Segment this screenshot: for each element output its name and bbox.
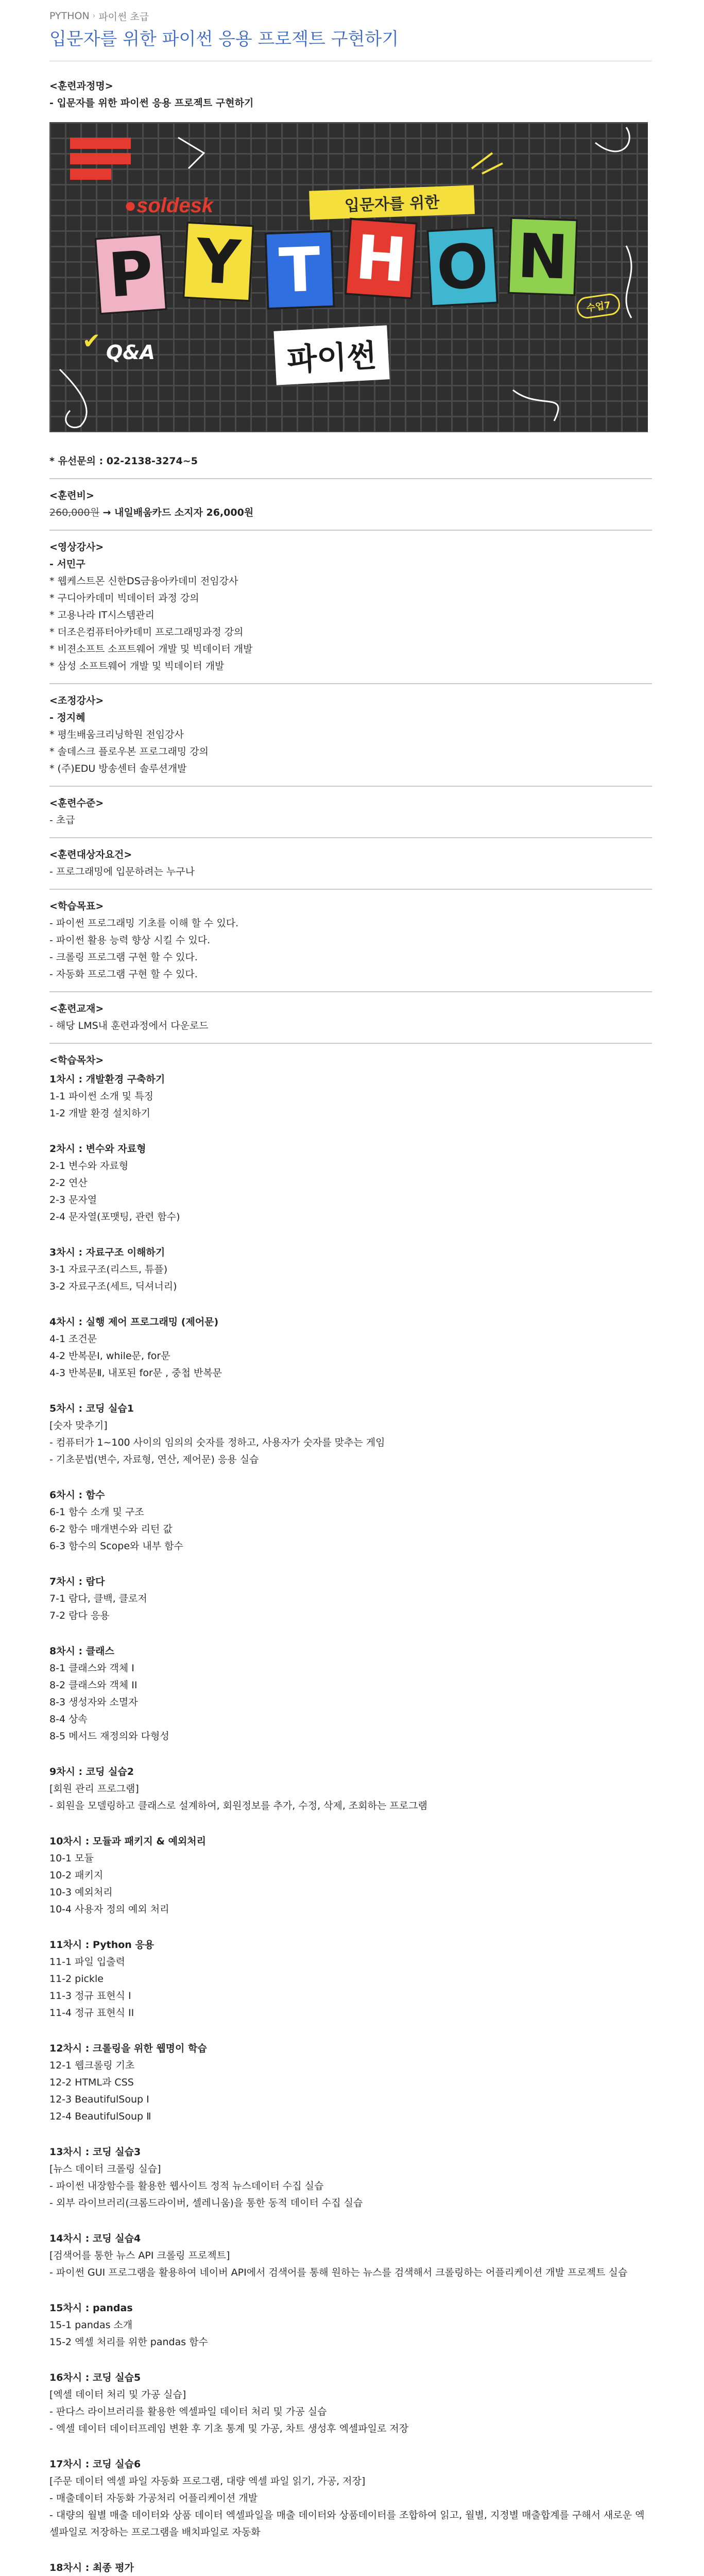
soldesk-logo: ●soldesk	[124, 194, 214, 217]
unit-item: 10-4 사용자 정의 예외 처리	[49, 1904, 169, 1915]
unit-item: 11-2 pickle	[49, 1973, 104, 1985]
career-line: * (주)EDU 방송센터 솔루션개발	[49, 763, 187, 774]
unit-item: 12-3 BeautifulSoup Ⅰ	[49, 2094, 149, 2105]
career-line: * 더조은컴퓨터아카데미 프로그래밍과정 강의	[49, 626, 244, 638]
unit-item: 8-1 클래스와 객체 I	[49, 1663, 134, 1674]
unit-item: - 컴퓨터가 1~100 사이의 임의의 숫자를 정하고, 사용자가 숫자를 맞추는 게임	[49, 1437, 385, 1448]
section-heading: <훈련수준>	[49, 798, 104, 809]
section-heading: <영상강사>	[49, 541, 104, 553]
unit-item: 11-4 정규 표현식 II	[49, 2007, 134, 2019]
qa-label: Q&A	[106, 341, 155, 364]
unit-item: 11-1 파일 입출력	[49, 1956, 125, 1968]
curriculum-unit	[49, 1833, 652, 1918]
new-price: → 내일배움카드 소지자 26,000원	[99, 507, 254, 518]
career-line: * 삼성 소프트웨어 개발 및 빅데이터 개발	[49, 660, 225, 672]
chevron-right-icon: ›	[92, 12, 96, 20]
unit-heading: 2차시 : 변수와 자료형	[49, 1143, 146, 1155]
unit-heading: 1차시 : 개발환경 구축하기	[49, 1074, 165, 1085]
inquiry-phone: * 유선문의 : 02-2138-3274~5	[49, 455, 198, 467]
unit-item: 15-1 pandas 소개	[49, 2319, 133, 2331]
goal-line: - 파이썬 활용 능력 향상 시킬 수 있다.	[49, 935, 211, 946]
goal-line: - 크롤링 프로그램 구현 할 수 있다.	[49, 952, 198, 963]
breadcrumb	[49, 9, 652, 23]
unit-heading: 8차시 : 클래스	[49, 1646, 114, 1657]
unit-heading: 9차시 : 코딩 실습2	[49, 1766, 134, 1777]
unit-item: 11-3 정규 표현식 I	[49, 1990, 131, 2002]
divider	[49, 889, 652, 890]
curriculum-unit	[49, 2560, 652, 2576]
unit-item: 10-3 예외처리	[49, 1887, 113, 1898]
curriculum-unit	[49, 1244, 652, 1295]
unit-item: [뉴스 데이터 크롤링 실습]	[49, 2163, 161, 2175]
unit-item: 10-2 패키지	[49, 1870, 104, 1881]
curriculum-unit	[49, 1400, 652, 1468]
unit-item: - 매출데이터 자동화 가공처리 어플리케이션 개발	[49, 2493, 258, 2504]
unit-item: 8-5 메서드 재정의와 다형성	[49, 1731, 169, 1742]
unit-heading: 3차시 : 자료구조 이해하기	[49, 1247, 165, 1258]
python-letter-tile: T	[264, 230, 335, 310]
python-letter-tile: N	[507, 217, 578, 297]
career-line: * 비젼소프트 소프트웨어 개발 및 빅데이터 개발	[49, 643, 253, 655]
unit-item: 8-2 클래스와 객체 II	[49, 1680, 138, 1691]
curriculum-unit	[49, 2300, 652, 2351]
instructor-career-list	[49, 573, 652, 675]
target-value: - 프로그래밍에 입문하려는 누구나	[49, 866, 195, 877]
level-section	[49, 795, 652, 829]
content	[49, 0, 652, 2576]
python-letter-tile: P	[94, 233, 167, 315]
breadcrumb-current-link[interactable]: 파이썬 초급	[98, 11, 149, 23]
instructor-name: - 서민구	[49, 558, 85, 570]
unit-item: 6-3 함수의 Scope와 내부 함수	[49, 1540, 183, 1552]
section-heading: <학습목차>	[49, 1055, 104, 1066]
divider	[49, 683, 652, 684]
unit-item: 10-1 모듈	[49, 1853, 94, 1864]
unit-item: [검색어를 통한 뉴스 API 크롤링 프로젝트]	[49, 2250, 230, 2261]
unit-item: 6-2 함수 매개변수와 리턴 값	[49, 1523, 173, 1535]
unit-heading: 10차시 : 모듈과 패키지 & 예외처리	[49, 1836, 206, 1847]
section-heading: <훈련대상자요건>	[49, 849, 132, 860]
unit-item: 3-2 자료구조(세트, 딕셔너리)	[49, 1281, 177, 1292]
divider	[49, 478, 652, 479]
unit-item: 2-3 문자열	[49, 1194, 97, 1206]
section-heading: <훈련비>	[49, 490, 94, 501]
curriculum-list	[49, 1071, 652, 2576]
tutor-section	[49, 692, 652, 777]
unit-heading: 13차시 : 코딩 실습3	[49, 2146, 141, 2158]
goals-section	[49, 898, 652, 983]
unit-item: 2-2 연산	[49, 1177, 88, 1189]
tutor-career-list	[49, 726, 652, 777]
divider	[49, 837, 652, 838]
unit-item: - 외부 라이브러리(크롬드라이버, 셀레니움)을 통한 동적 데이터 수집 실습	[49, 2197, 363, 2209]
unit-item: 12-1 웹크롤링 기초	[49, 2060, 135, 2071]
unit-item: 4-1 조건문	[49, 1333, 97, 1345]
section-heading: <학습목표>	[49, 901, 104, 912]
curriculum-unit	[49, 2040, 652, 2125]
textbook-section	[49, 1001, 652, 1035]
tutor-name: - 정지혜	[49, 712, 85, 723]
inquiry-section	[49, 453, 652, 470]
old-price: 260,000원	[49, 507, 99, 518]
curriculum-unit	[49, 2456, 652, 2541]
career-line: * 솔데스크 플로우본 프로그래밍 강의	[49, 746, 209, 757]
round-badge: 수업7	[575, 292, 621, 319]
goal-line: - 자동화 프로그램 구현 할 수 있다.	[49, 969, 198, 980]
fee-line	[49, 504, 652, 521]
breadcrumb-home-link[interactable]: PYTHON	[49, 10, 90, 22]
python-letter-tile: O	[426, 227, 499, 308]
unit-heading: 11차시 : Python 응용	[49, 1939, 154, 1951]
decor-bar	[70, 168, 111, 180]
banner-subtitle: 파이썬	[273, 325, 389, 385]
curriculum-unit	[49, 1573, 652, 1624]
unit-item: [엑셀 데이터 처리 및 가공 실습]	[49, 2389, 186, 2400]
unit-heading: 16차시 : 코딩 실습5	[49, 2372, 141, 2383]
unit-heading: 6차시 : 함수	[49, 1489, 105, 1501]
unit-item: 1-1 파이썬 소개 및 특징	[49, 1091, 154, 1102]
curriculum-unit	[49, 2144, 652, 2212]
curriculum-unit	[49, 1071, 652, 1122]
course-banner-image	[49, 122, 648, 432]
unit-heading: 5차시 : 코딩 실습1	[49, 1403, 134, 1414]
unit-heading: 4차시 : 실행 제어 프로그래밍 (제어문)	[49, 1316, 219, 1328]
unit-item: - 기초문법(변수, 자료형, 연산, 제어문) 응용 실습	[49, 1454, 259, 1465]
divider	[49, 1043, 652, 1044]
unit-item: [숫자 맞추기]	[49, 1420, 108, 1431]
unit-heading: 12차시 : 크롤링을 위한 웹명이 학습	[49, 2043, 207, 2054]
curriculum-unit	[49, 1643, 652, 1745]
unit-item: 6-1 함수 소개 및 구조	[49, 1506, 144, 1518]
goal-line: - 파이썬 프로그래밍 기초를 이해 할 수 있다.	[49, 918, 239, 929]
unit-item: 12-4 BeautifulSoup Ⅱ	[49, 2111, 151, 2122]
section-heading: <훈련과정명>	[49, 80, 113, 92]
curriculum-section	[49, 1052, 652, 2576]
unit-item: - 엑셀 데이터 데이터프레임 변환 후 기초 통계 및 가공, 차트 생성후 엑셀파일로 저장	[49, 2423, 409, 2434]
fee-section	[49, 487, 652, 521]
unit-heading: 7차시 : 람다	[49, 1576, 105, 1587]
section-heading: <훈련교재>	[49, 1003, 104, 1014]
banner-tag: 입문자를 위한	[309, 185, 475, 219]
instructor-section	[49, 539, 652, 675]
divider	[49, 786, 652, 787]
level-value: - 초급	[49, 815, 75, 826]
decor-bar	[70, 138, 131, 149]
section-heading: <조정강사>	[49, 695, 104, 706]
textbook-value: - 해당 LMS내 훈련과정에서 다운로드	[49, 1020, 209, 1031]
page-title: 입문자를 위한 파이썬 응용 프로젝트 구현하기	[49, 29, 399, 49]
unit-heading: 17차시 : 코딩 실습6	[49, 2459, 141, 2470]
unit-item: 3-1 자료구조(리스트, 튜플)	[49, 1264, 168, 1275]
unit-item: - 회원을 모델링하고 클래스로 설계하여, 회원정보를 추가, 수정, 삭제, 조회하는 프로그램	[49, 1800, 427, 1811]
curriculum-unit	[49, 2369, 652, 2437]
unit-item: - 파이썬 내장함수를 활용한 웹사이트 정적 뉴스데이터 수집 실습	[49, 2180, 324, 2192]
unit-item: [회원 관리 프로그램]	[49, 1783, 139, 1794]
unit-heading: 15차시 : pandas	[49, 2302, 133, 2314]
curriculum-unit	[49, 1764, 652, 1815]
unit-heading: 14차시 : 코딩 실습4	[49, 2233, 141, 2244]
curriculum-unit	[49, 2230, 652, 2281]
unit-item: 1-2 개발 환경 설치하기	[49, 1108, 150, 1119]
unit-item: 8-4 상속	[49, 1714, 88, 1725]
unit-item: 12-2 HTML과 CSS	[49, 2077, 134, 2088]
python-letter-tile: Y	[182, 222, 254, 302]
unit-item: 4-2 반복문Ⅰ, while문, for문	[49, 1350, 170, 1362]
divider	[49, 530, 652, 531]
unit-item: 2-4 문자열(포맷팅, 관련 함수)	[49, 1211, 180, 1223]
career-line: * 웹케스트몬 신한DS금융아카데미 전임강사	[49, 575, 238, 587]
curriculum-unit	[49, 1141, 652, 1226]
curriculum-unit	[49, 1937, 652, 2022]
divider	[49, 991, 652, 992]
unit-item: 7-1 람다, 클백, 클로저	[49, 1593, 147, 1604]
unit-item: [주문 데이터 엑셀 파일 자동화 프로그램, 대량 엑셀 파일 읽기, 가공, 저장]	[49, 2476, 366, 2487]
unit-heading: 18차시 : 최종 평가	[49, 2562, 134, 2573]
unit-item: 15-2 엑셀 처리를 위한 pandas 함수	[49, 2336, 208, 2348]
python-letter-tile: H	[345, 218, 418, 300]
decor-bar	[70, 153, 131, 164]
career-line: * 평生배움크리닝학원 전임강사	[49, 729, 184, 740]
unit-item: - 대량의 월별 매출 데이터와 상품 데이터 엑셀파일을 매출 데이터와 상품데이터를 조합하여 읽고, 월별, 지정별 매출합계를 구해서 새로운 엑셀파일로 저장하는 프로그램을 배치파일로 자동화	[49, 2510, 645, 2538]
career-line: * 고용나라 IT시스템관리	[49, 609, 154, 621]
unit-item: - 파이썬 GUI 프로그램을 활용하여 네이버 API에서 검색어를 통해 원하는 뉴스를 검색해서 크롤링하는 어플리케이션 개발 프로젝트 실습	[49, 2267, 628, 2278]
check-icon: ✔	[82, 328, 101, 353]
unit-item: - 판다스 라이브러리를 활용한 엑셀파일 데이터 처리 및 가공 실습	[49, 2406, 327, 2417]
goals-list	[49, 915, 652, 983]
target-section	[49, 846, 652, 880]
course-name-value: - 입문자를 위한 파이썬 응용 프로젝트 구현하기	[49, 97, 254, 109]
unit-item: 2-1 변수와 자료형	[49, 1160, 129, 1172]
curriculum-unit	[49, 1314, 652, 1382]
unit-item: 4-3 반복문Ⅱ, 내포된 for문 , 중첩 반복문	[49, 1367, 222, 1379]
career-line: * 구디아카데미 빅데이터 과정 강의	[49, 592, 199, 604]
unit-item: 8-3 생성자와 소멸자	[49, 1697, 138, 1708]
course-name-section	[49, 78, 652, 112]
curriculum-unit	[49, 1487, 652, 1555]
unit-item: 7-2 람다 응용	[49, 1610, 110, 1621]
